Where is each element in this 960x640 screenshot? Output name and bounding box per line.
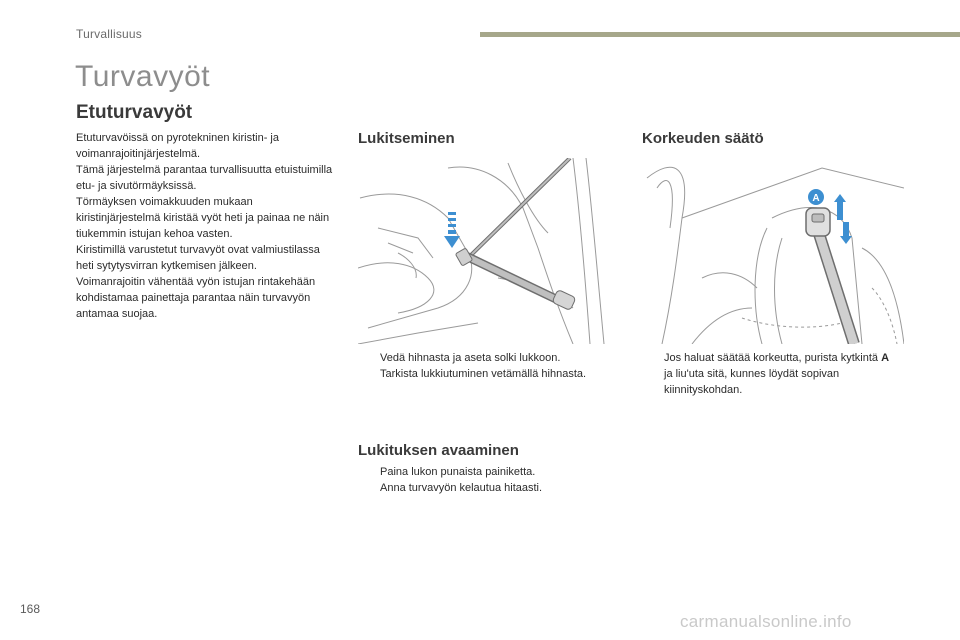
list-item-text: Paina lukon punaista painiketta. — [380, 466, 536, 478]
intro-paragraph: Kiristimillä varustetut turvavyöt ovat valmiustilassa heti sytytysvirran kytkemisen jälkeen. — [76, 244, 320, 272]
list-item-text-after: ja liu'uta sitä, kunnes löydät sopivan kiinnityskohdan. — [664, 368, 840, 396]
list-item-text-before: Jos haluat säätää korkeutta, purista kytkintä — [664, 352, 882, 364]
locking-illustration — [358, 158, 616, 344]
list-item — [358, 350, 628, 366]
locking-instructions — [358, 350, 628, 382]
list-item — [358, 480, 628, 496]
height-instructions — [642, 350, 892, 398]
button-a-label: A — [812, 193, 820, 204]
button-reference: A — [881, 352, 890, 364]
intro-text — [76, 130, 340, 322]
height-illustration — [642, 158, 904, 344]
list-item — [642, 350, 892, 398]
seatbelt-buckle-illustration — [358, 158, 616, 344]
header-section-label: Turvallisuus — [76, 27, 142, 41]
button-a-badge — [808, 189, 824, 205]
up-down-arrow-icon — [834, 194, 852, 244]
list-item-text: Tarkista lukkiutuminen vetämällä hihnasta. — [380, 368, 587, 380]
list-item — [358, 464, 628, 480]
watermark: carmanualsonline.info — [680, 612, 852, 631]
height-adjuster-illustration — [642, 158, 904, 344]
intro-paragraph: Voimanrajoitin vähentää vyön istujan rintakehään kohdistamaa painettaja parantaa näin turvavyön antamaa suojaa. — [76, 276, 316, 320]
page-title: Turvavyöt — [75, 60, 211, 93]
header-bar — [480, 32, 960, 37]
page-number: 168 — [20, 602, 41, 616]
unlocking-title: Lukituksen avaaminen — [358, 442, 519, 459]
pull-arrow-icon — [444, 212, 460, 248]
locking-title: Lukitseminen — [358, 130, 455, 147]
intro-paragraph: Etuturvavöissä on pyrotekninen kiristin- ja voimanrajoitinjärjestelmä. — [76, 132, 279, 160]
section-title: Etuturvavyöt — [76, 102, 193, 123]
unlocking-instructions — [358, 464, 628, 496]
list-item-text: Vedä hihnasta ja aseta solki lukkoon. — [380, 352, 561, 364]
list-item-text: Anna turvavyön kelautua hitaasti. — [380, 482, 543, 494]
list-item — [358, 366, 628, 382]
intro-paragraph: Törmäyksen voimakkuuden mukaan kiristinjärjestelmä kiristää vyöt heti ja painaa ne näin tiukemmin istujan kehoa vasten. — [76, 196, 330, 240]
height-adjustment-title: Korkeuden säätö — [642, 130, 764, 147]
intro-paragraph: Tämä järjestelmä parantaa turvallisuutta etuistuimilla etu- ja sivutörmäyksissä. — [76, 164, 333, 192]
